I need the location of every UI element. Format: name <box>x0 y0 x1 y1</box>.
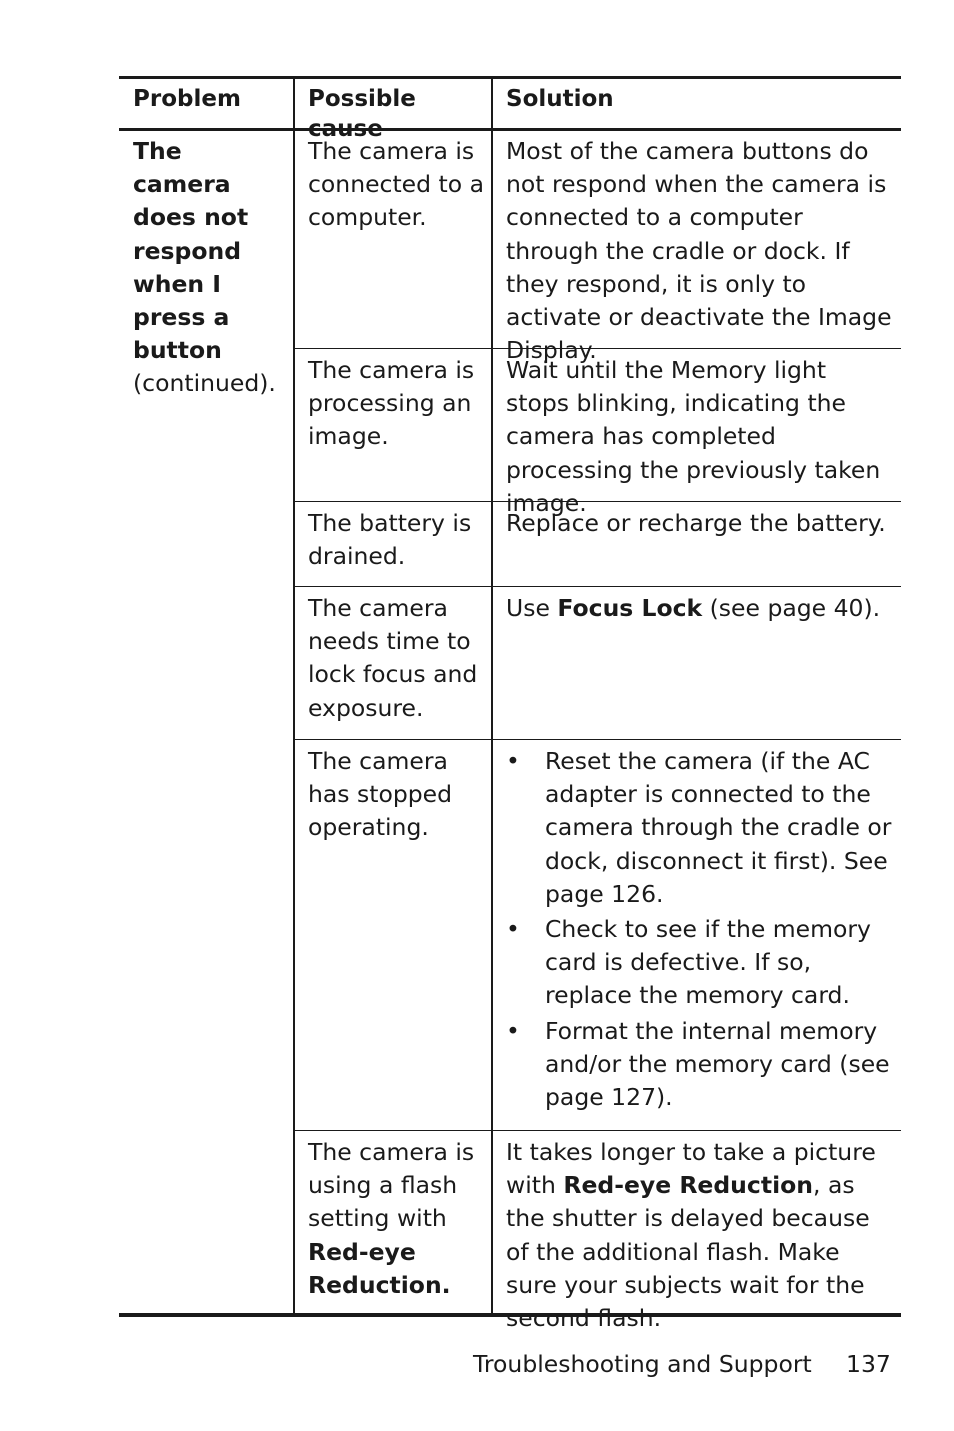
row-divider <box>294 1130 901 1131</box>
focus-lock-term: Focus Lock <box>557 594 703 622</box>
cause-cell: The camera has stopped operating. <box>308 747 453 842</box>
solution-bullet-list <box>506 745 896 1114</box>
cause-cell: The camera is processing an image. <box>308 356 475 451</box>
page-number: 137 <box>846 1350 891 1378</box>
table-header-rule <box>119 128 901 131</box>
red-eye-term: Red-eye Reduction. <box>308 1237 451 1299</box>
red-eye-term: Red-eye Reduction <box>563 1171 814 1200</box>
footer-section-title: Troubleshooting and Support <box>473 1350 812 1378</box>
solution-text: Use <box>506 594 550 622</box>
cause-cell <box>308 1136 486 1302</box>
solution-cell: Most of the camera buttons do not respond when the camera is connected to a computer through the cradle or dock. If they respond, it is only to activate or deactivate the Image Display. <box>506 137 892 365</box>
solution-cell <box>506 1136 896 1335</box>
cause-cell: The camera needs time to lock focus and exposure. <box>308 594 478 722</box>
solution-cell <box>506 592 896 625</box>
solution-cell <box>506 745 896 1114</box>
problem-cell <box>133 135 285 401</box>
header-possible-cause: Possible cause <box>308 86 416 142</box>
solution-text: (see page 40). <box>709 594 881 622</box>
list-item: • Check to see if the memory card is defective. If so, replace the memory card. <box>506 913 896 1013</box>
problem-title: The camera does not respond when I press a button <box>133 137 249 365</box>
cause-cell: The camera is connected to a computer. <box>308 137 484 232</box>
problem-suffix: (continued). <box>133 369 276 398</box>
row-divider <box>294 586 901 587</box>
header-solution: Solution <box>506 86 614 112</box>
solution-text: It takes longer to take a picture with <box>506 1138 876 1200</box>
solution-cell: Wait until the Memory light stops blinking, indicating the camera has completed processing the previously taken image. <box>506 356 881 517</box>
list-item: • Reset the camera (if the AC adapter is connected to the camera through the cradle or dock, disconnect it first). See page 126. <box>506 745 896 911</box>
solution-text: , as the shutter is delayed because of the additional flash. Make sure your subjects wait for the second flash. <box>506 1171 870 1333</box>
table-top-rule <box>119 76 901 79</box>
row-divider <box>294 739 901 740</box>
list-item: • Format the internal memory and/or the memory card (see page 127). <box>506 1015 896 1115</box>
cause-cell: The battery is drained. <box>308 509 472 571</box>
solution-cell: Replace or recharge the battery. <box>506 509 886 537</box>
header-problem: Problem <box>133 86 241 112</box>
cause-text: The camera is using a flash setting with <box>308 1138 475 1233</box>
